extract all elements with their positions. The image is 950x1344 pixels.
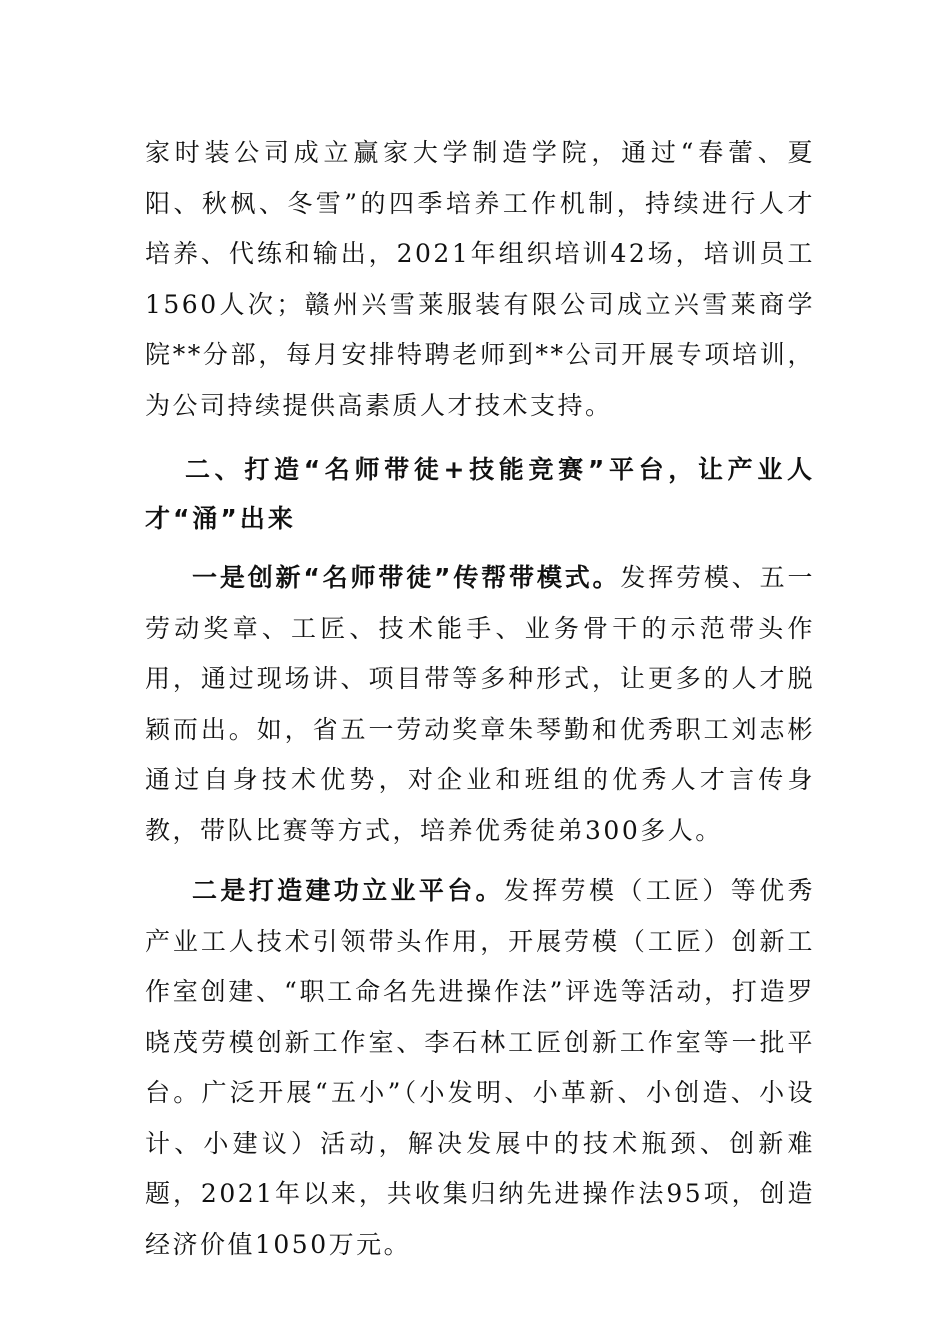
section-heading: 二、打造“名师带徒+技能竞赛”平台，让产业人才“涌”出来 bbox=[145, 455, 815, 533]
item-1-body: 发挥劳模、五一劳动奖章、工匠、技术能手、业务骨干的示范带头作用，通过现场讲、项目带等多种形式，让更多的人才脱颖而出。如，省五一劳动奖章朱琴勤和优秀职工刘志彬通过自身技术优势，对企业和班组的优秀人才言传身教，带队比赛等方式，培养优秀徒弟300多人。 bbox=[145, 563, 815, 845]
document-body bbox=[145, 128, 815, 1270]
item-2-body: 发挥劳模（工匠）等优秀产业工人技术引领带头作用，开展劳模（工匠）创新工作室创建、“职工命名先进操作法”评选等活动，打造罗晓茂劳模创新工作室、李石林工匠创新工作室等一批平台。广泛开展“五小”（小发明、小革新、小创造、小设计、小建议）活动，解决发展中的技术瓶颈、创新难题，2021年以来，共收集归纳先进操作法95项，创造经济价值1050万元。 bbox=[145, 876, 815, 1259]
paragraph-item-2 bbox=[145, 866, 815, 1270]
paragraph-continued: 家时装公司成立赢家大学制造学院，通过“春蕾、夏阳、秋枫、冬雪”的四季培养工作机制，持续进行人才培养、代练和输出，2021年组织培训42场，培训员工1560人次；赣州兴雪莱服装有限公司成立兴雪莱商学院**分部，每月安排特聘老师到**公司开展专项培训，为公司持续提供高素质人才技术支持。 bbox=[145, 138, 815, 420]
item-1-lead: 一是创新“名师带徒”传帮带模式。 bbox=[192, 563, 621, 592]
item-2-lead: 二是打造建功立业平台。 bbox=[192, 876, 504, 905]
paragraph-item-1 bbox=[145, 553, 815, 856]
